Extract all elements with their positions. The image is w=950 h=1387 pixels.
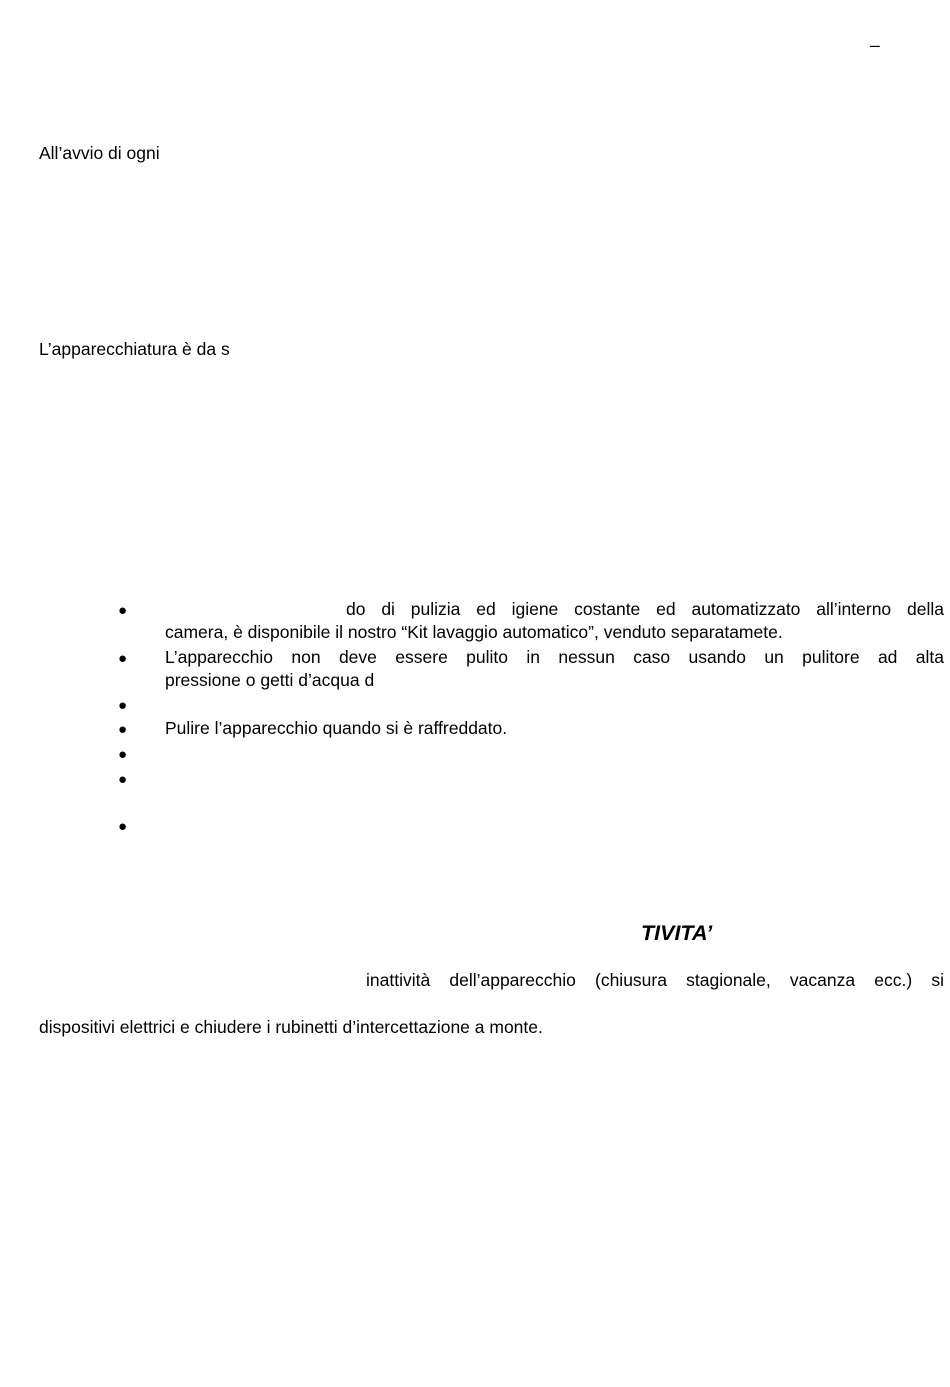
section-line-2: dispositivi elettrici e chiudere i rubinetti d’intercettazione a monte. — [39, 1017, 543, 1037]
bullet-dot: ● — [118, 602, 128, 619]
header-dash: – — [870, 35, 880, 55]
bullet-dot: ● — [118, 650, 128, 667]
section-heading: TIVITA’ — [641, 921, 713, 945]
bullet-dot: ● — [118, 771, 128, 788]
paragraph-start-of-use: All’avvio di ogni — [39, 143, 160, 163]
bullet-dot: ● — [118, 697, 128, 714]
bullet-4-text: Pulire l’apparecchio quando si è raffreddato. — [165, 718, 508, 738]
bullet-dot: ● — [118, 746, 128, 763]
paragraph-equipment: L’apparecchiatura è da s — [39, 339, 230, 359]
bullet-2-line-1: L’apparecchio non deve essere pulito in nessun caso usando un pulitore ad alta — [165, 647, 944, 667]
bullet-dot: ● — [118, 721, 128, 738]
bullet-1-line-1: do di pulizia ed igiene costante ed automatizzato all’interno della — [346, 599, 944, 619]
bullet-dot: ● — [118, 818, 128, 835]
bullet-1-line-2: camera, è disponibile il nostro “Kit lavaggio automatico”, venduto separatamete. — [165, 622, 783, 642]
section-line-1: inattività dell’apparecchio (chiusura stagionale, vacanza ecc.) si — [366, 970, 944, 990]
bullet-2-line-2: pressione o getti d’acqua d — [165, 670, 375, 690]
